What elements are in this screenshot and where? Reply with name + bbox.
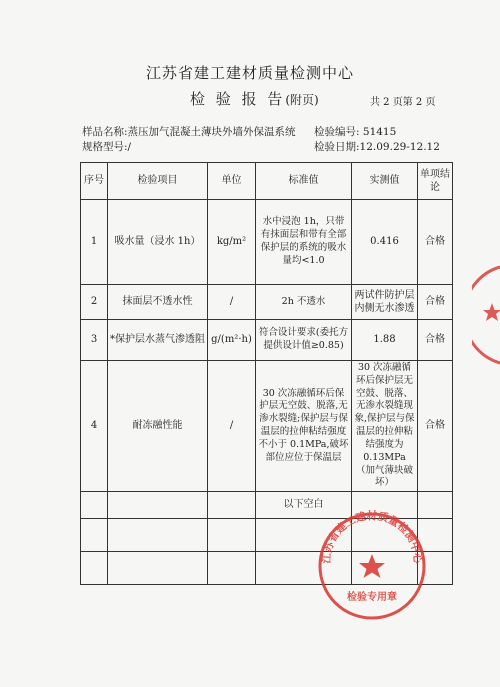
cell-conclusion: 合格 bbox=[418, 200, 453, 285]
cell-item: 耐冻融性能 bbox=[108, 361, 208, 492]
report-subtitle bbox=[190, 88, 319, 109]
header-no: 序号 bbox=[81, 163, 108, 200]
subtitle-main: 检 验 报 告 bbox=[190, 90, 286, 108]
spec-model bbox=[82, 139, 131, 154]
cell-no: 4 bbox=[81, 361, 108, 492]
blank-note: 以下空白 bbox=[256, 492, 352, 519]
cell-no: 1 bbox=[81, 200, 108, 285]
cell-no: 3 bbox=[81, 320, 108, 361]
spec-label: 规格型号: bbox=[82, 141, 128, 153]
header-unit: 单位 bbox=[208, 163, 256, 200]
cell-no: 2 bbox=[81, 285, 108, 320]
edge-seal-fragment bbox=[472, 265, 500, 365]
test-number-label: 检验编号: bbox=[314, 126, 360, 138]
cell-measured: 0.416 bbox=[352, 200, 418, 285]
cell-measured: 两试件防护层内侧无水渗透 bbox=[352, 285, 418, 320]
table-row bbox=[81, 285, 453, 320]
seal-label: 检验专用章 bbox=[347, 592, 397, 603]
cell-unit: kg/m² bbox=[208, 200, 256, 285]
table-row bbox=[81, 320, 453, 361]
cell-conclusion: 合格 bbox=[418, 320, 453, 361]
spec-value: / bbox=[127, 141, 132, 153]
sample-name-label: 样品名称: bbox=[82, 126, 128, 138]
cell-item: *保护层水蒸气渗透阻 bbox=[108, 320, 208, 361]
cell-standard: 2h 不透水 bbox=[256, 285, 352, 320]
test-number bbox=[314, 124, 396, 139]
header-item: 检验项目 bbox=[108, 163, 208, 200]
cell-item: 吸水量（浸水 1h） bbox=[108, 200, 208, 285]
cell-measured: 1.88 bbox=[352, 320, 418, 361]
cell-measured: 30 次冻融循环后保护层无空鼓、脱落、无渗水裂缝现象,保护层与保温层的拉伸粘结强度为 0.13MPa（加气薄块破坏） bbox=[352, 361, 418, 492]
cell-standard: 符合设计要求(委托方提供设计值≥0.85) bbox=[256, 320, 352, 361]
test-number-value: 51415 bbox=[362, 126, 397, 138]
test-date-value: 12.09.29-12.12 bbox=[359, 141, 440, 153]
cell-conclusion: 合格 bbox=[418, 361, 453, 492]
header-standard: 标准值 bbox=[256, 163, 352, 200]
sample-name-value: 蒸压加气混凝土薄块外墙外保温系统 bbox=[127, 126, 296, 138]
table-row bbox=[81, 200, 453, 285]
table-header-row bbox=[81, 163, 453, 200]
header-conclusion: 单项结论 bbox=[418, 163, 453, 200]
table-row bbox=[81, 361, 453, 492]
cell-standard: 30 次冻融循环后保护层无空鼓、脱落,无渗水裂缝;保护层与保温层的拉伸粘结强度不小于 0.1MPa,破坏部位应位于保温层 bbox=[256, 361, 352, 492]
seal-star-icon bbox=[359, 554, 385, 578]
subtitle-suffix: (附页) bbox=[285, 93, 319, 107]
cell-unit: / bbox=[208, 285, 256, 320]
cell-item: 抹面层不透水性 bbox=[108, 285, 208, 320]
cell-standard: 水中浸泡 1h，只带有抹面层和带有全部保护层的系统的吸水量均<1.0 bbox=[256, 200, 352, 285]
sample-name bbox=[82, 124, 296, 139]
report-title: 江苏省建工建材质量检测中心 bbox=[145, 64, 354, 82]
test-date-label: 检验日期: bbox=[314, 141, 360, 153]
test-date bbox=[314, 139, 440, 154]
cell-unit: / bbox=[208, 361, 256, 492]
cell-unit: g/(m²·h) bbox=[208, 320, 256, 361]
cell-conclusion: 合格 bbox=[418, 285, 453, 320]
seal-arc-text: 江苏省建工建材质量检测中心 bbox=[320, 510, 424, 564]
page-info: 共 2 页第 2 页 bbox=[370, 97, 436, 108]
header-measured: 实测值 bbox=[352, 163, 418, 200]
inspection-seal-stamp bbox=[316, 510, 428, 622]
